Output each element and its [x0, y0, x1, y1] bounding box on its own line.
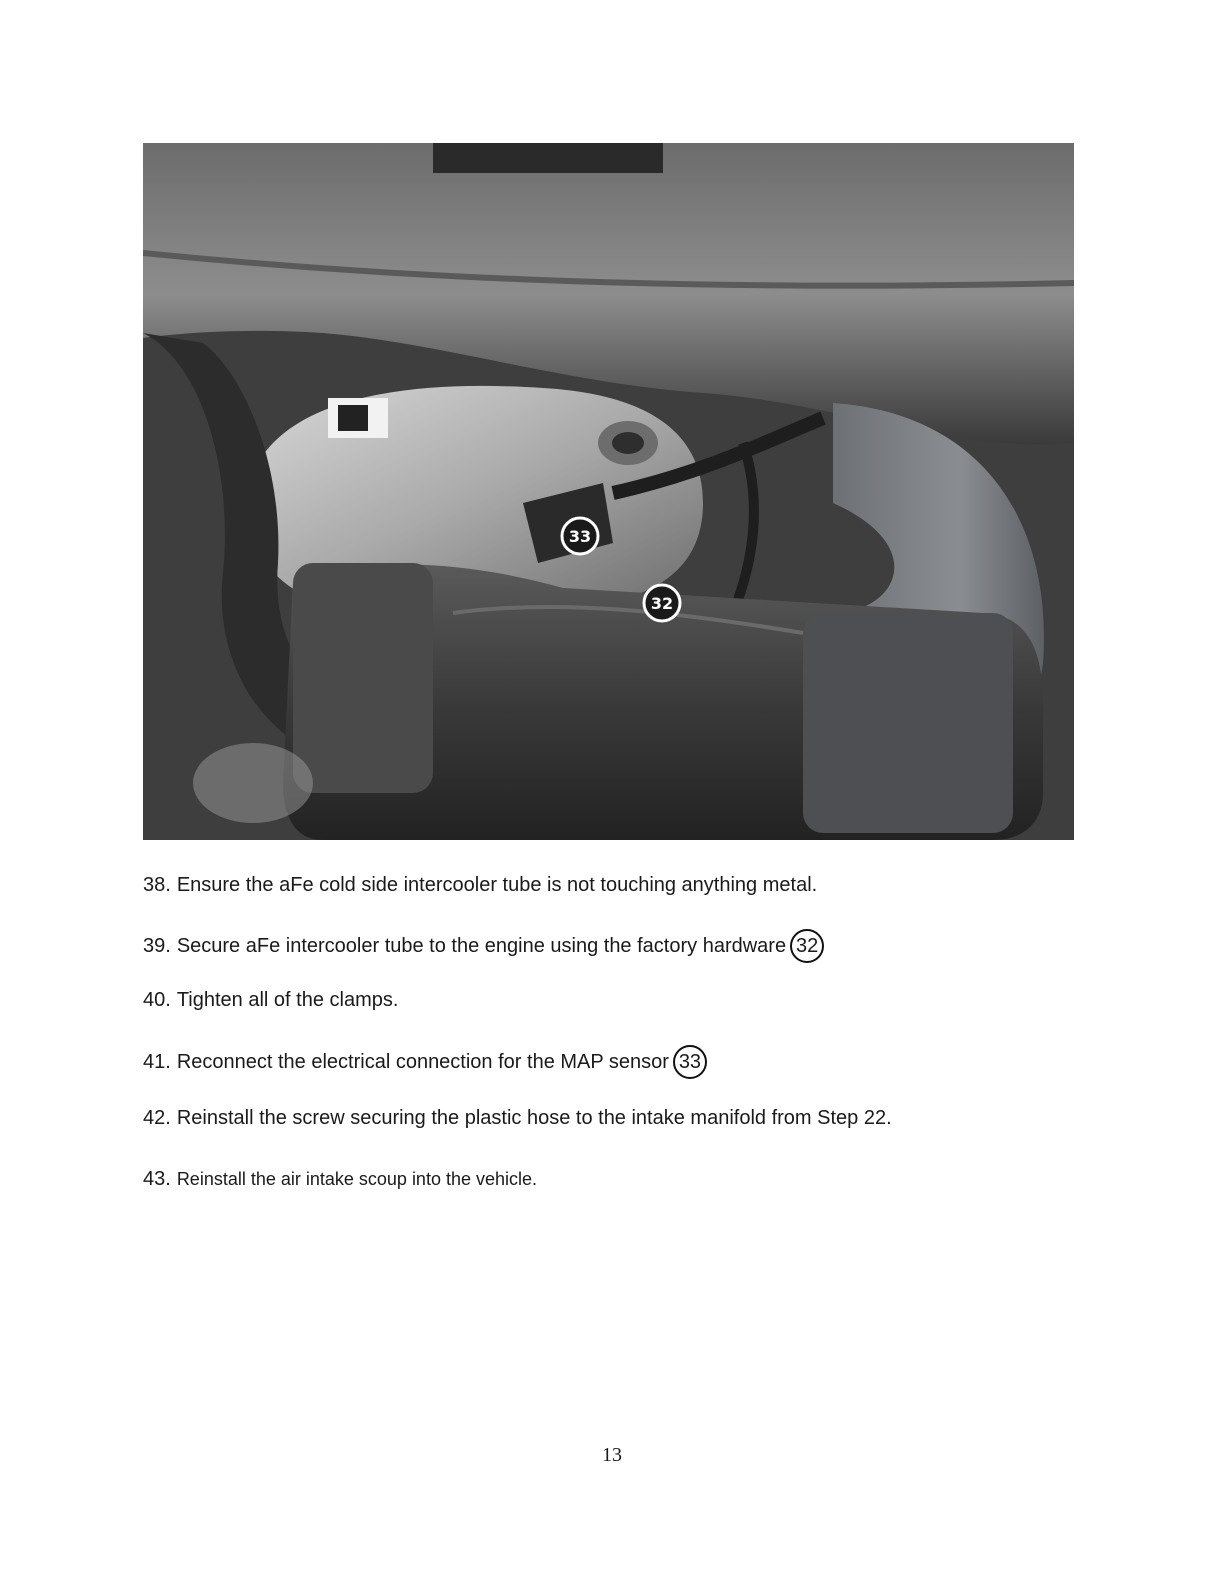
step-number: 43. — [143, 1168, 171, 1190]
engine-photo — [143, 143, 1074, 840]
step-number: 40. — [143, 989, 171, 1011]
step-text: Ensure the aFe cold side intercooler tube is not touching anything metal. — [176, 874, 818, 896]
step-text: Reconnect the electrical connection for the MAP sensor — [176, 1051, 669, 1073]
step-41 — [143, 1045, 707, 1079]
callout-32 — [644, 585, 680, 621]
svg-text:32: 32 — [650, 594, 674, 613]
step-number: 38. — [143, 874, 171, 896]
step-43 — [143, 1166, 537, 1192]
engine-bay-illustration — [143, 143, 1074, 840]
step-42 — [143, 1105, 892, 1131]
svg-text:33: 33 — [568, 527, 592, 546]
step-40 — [143, 987, 398, 1013]
step-38 — [143, 872, 817, 898]
step-text: Secure aFe intercooler tube to the engine using the factory hardware — [176, 935, 787, 957]
step-number: 39. — [143, 935, 171, 957]
reference-callout-33: 33 — [673, 1045, 707, 1079]
step-text: Tighten all of the clamps. — [176, 989, 399, 1011]
callout-33 — [562, 518, 598, 554]
step-text: Reinstall the screw securing the plastic hose to the intake manifold from Step 22. — [176, 1107, 892, 1129]
step-number: 41. — [143, 1051, 171, 1073]
reference-callout-32: 32 — [790, 929, 824, 963]
step-number: 42. — [143, 1107, 171, 1129]
step-text: Reinstall the air intake scoup into the vehicle. — [176, 1169, 538, 1189]
step-39 — [143, 929, 824, 963]
page-number: 13 — [602, 1444, 622, 1466]
